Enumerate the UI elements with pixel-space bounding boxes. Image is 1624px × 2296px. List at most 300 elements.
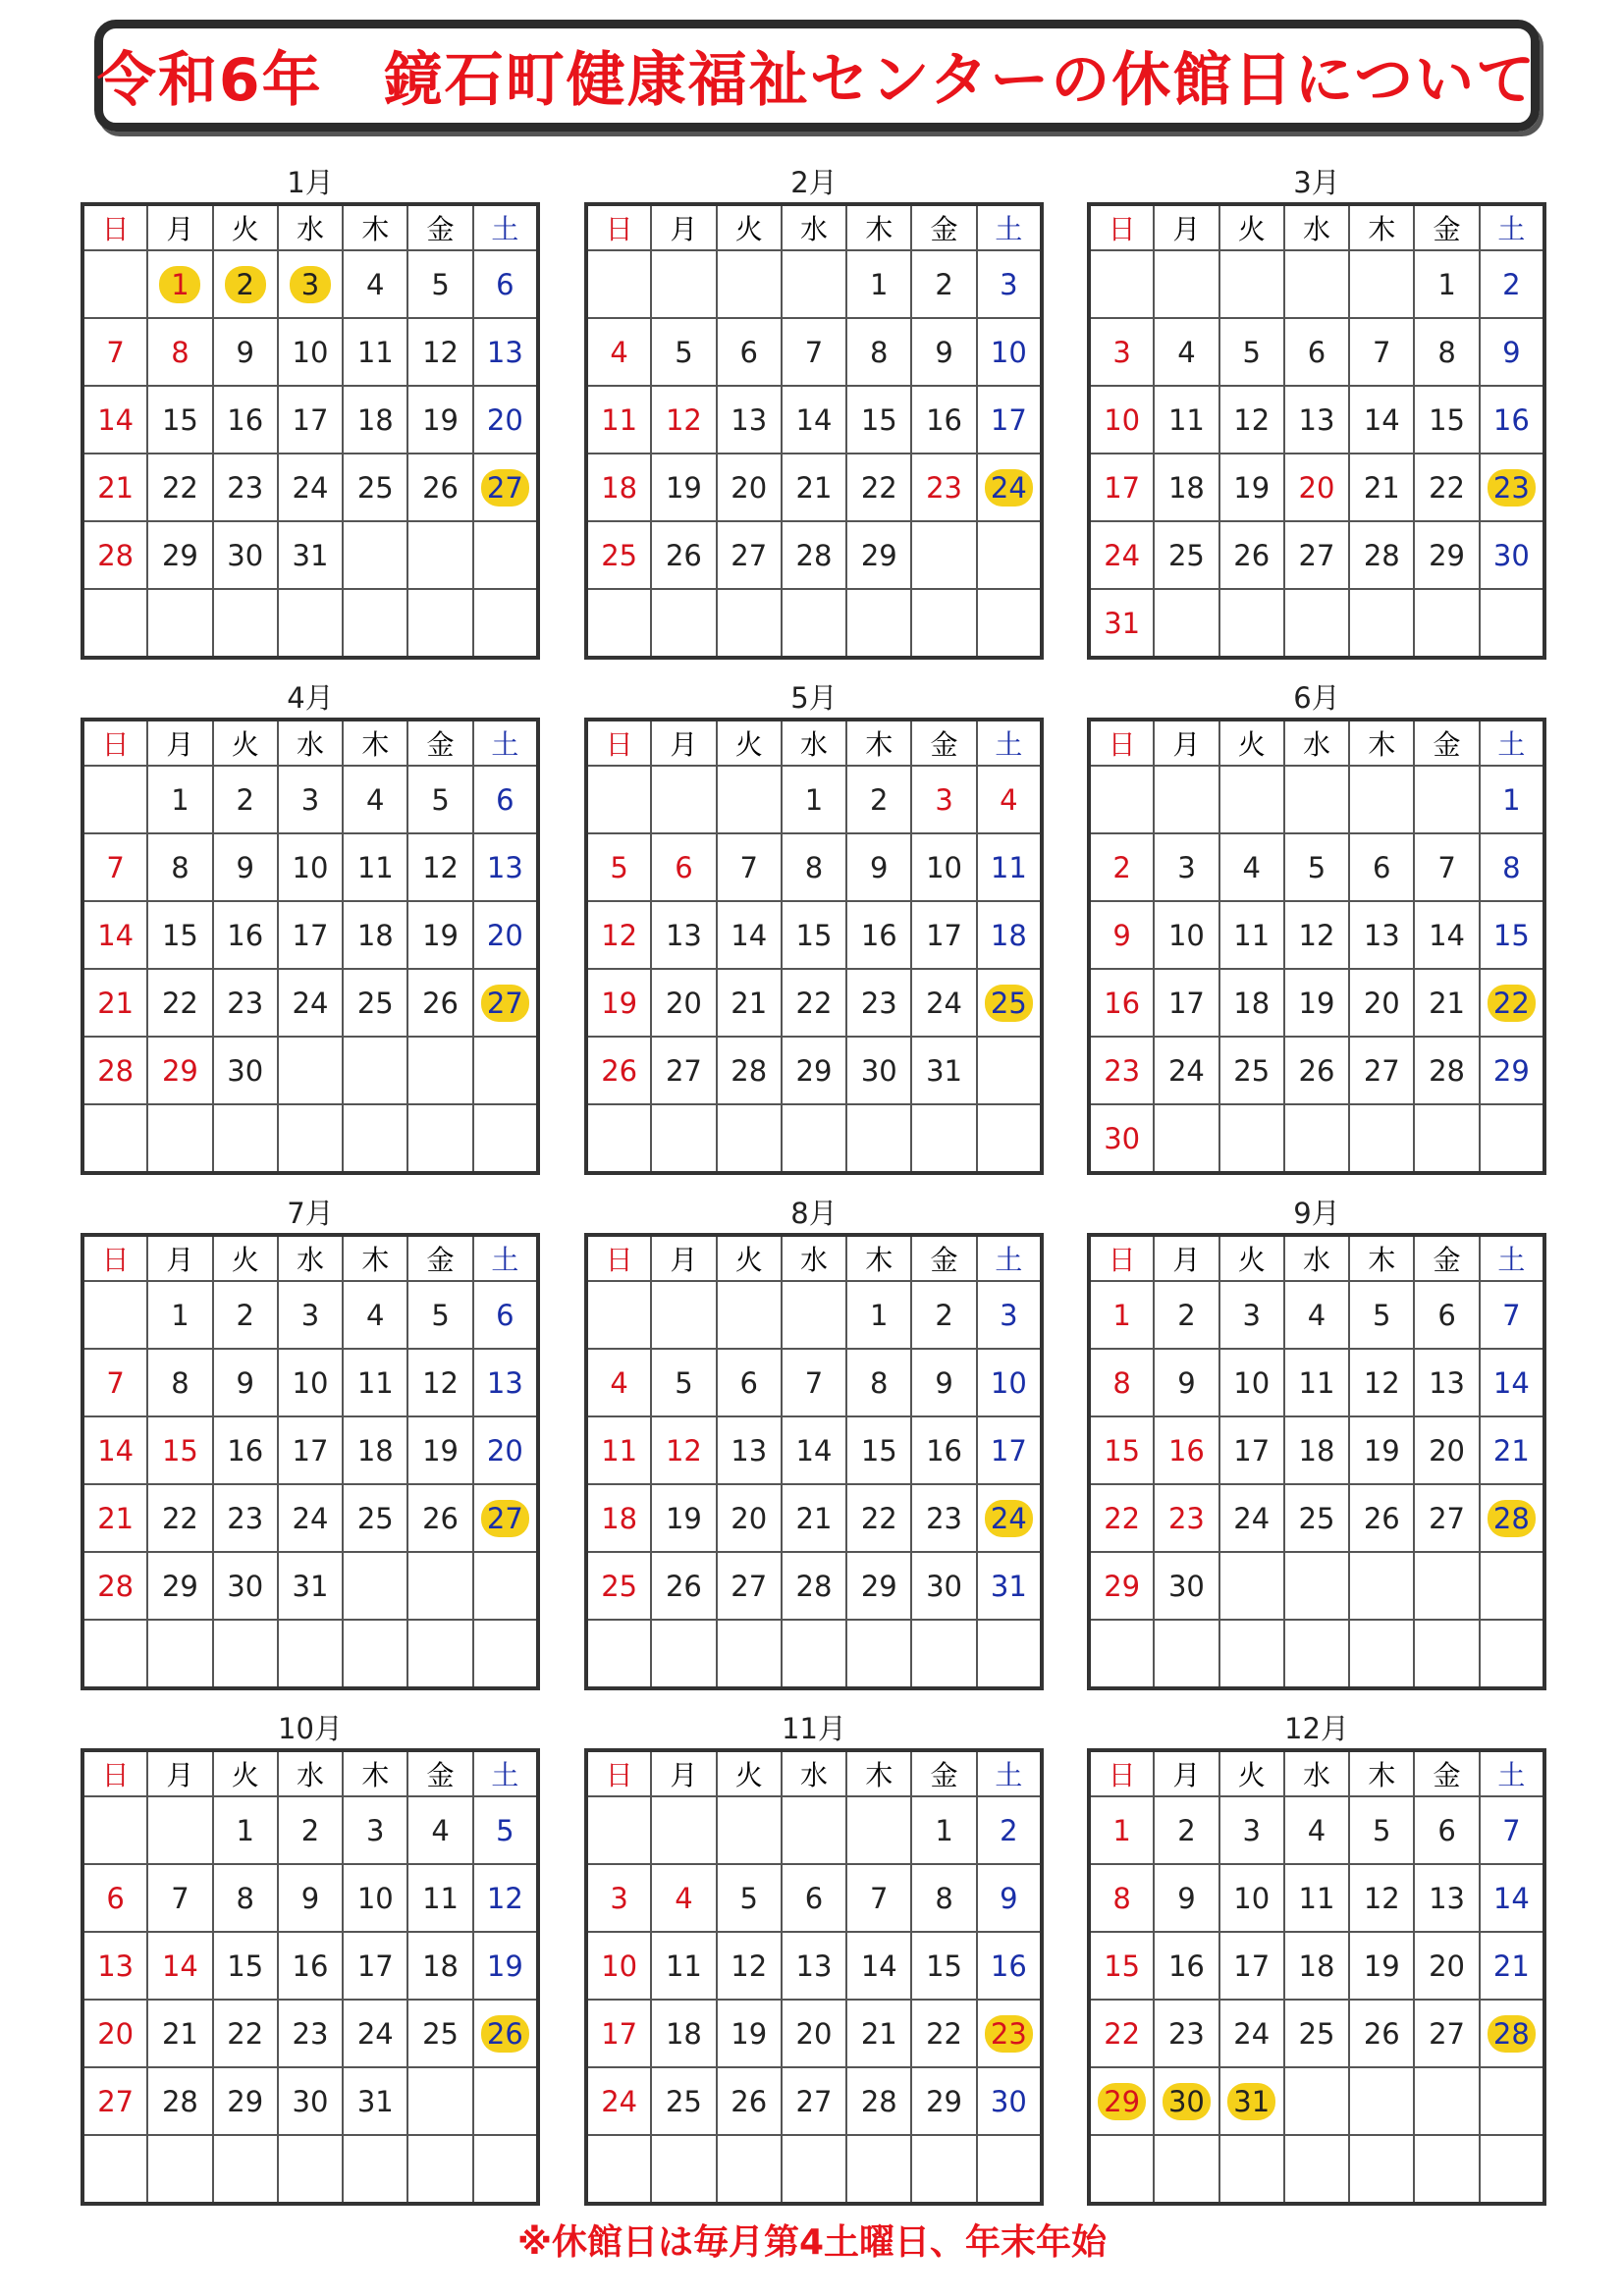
day-cell: 30 — [977, 2067, 1042, 2135]
day-cell: 31 — [278, 521, 343, 589]
weekday-header: 金 — [1414, 1750, 1479, 1796]
day-cell — [1480, 1620, 1544, 1688]
closed-day-marker: 27 — [481, 985, 529, 1022]
week-row — [82, 1416, 538, 1484]
day-cell: 8 — [911, 1864, 976, 1932]
day-cell: 22 — [911, 2000, 976, 2067]
day-cell — [1284, 766, 1349, 833]
day-cell: 16 — [1089, 969, 1154, 1037]
week-row — [1089, 1349, 1544, 1416]
day-cell: 23 — [213, 1484, 278, 1552]
day-cell: 26 — [407, 969, 472, 1037]
day-cell — [717, 1796, 782, 1864]
day-cell — [82, 1281, 147, 1349]
day-cell: 31 — [977, 1552, 1042, 1620]
day-cell: 3 — [977, 250, 1042, 318]
day-cell: 5 — [651, 318, 716, 386]
day-cell — [651, 1281, 716, 1349]
day-cell: 22 — [147, 454, 212, 521]
weekday-header: 金 — [407, 1235, 472, 1281]
week-row — [586, 454, 1042, 521]
day-cell: 6 — [1414, 1281, 1479, 1349]
day-cell: 21 — [1480, 1416, 1544, 1484]
day-cell — [977, 2135, 1042, 2204]
day-cell: 30 — [278, 2067, 343, 2135]
day-cell: 7 — [782, 318, 846, 386]
day-cell: 25 — [1219, 1037, 1284, 1104]
month-table — [81, 1233, 540, 1690]
week-row — [82, 1796, 538, 1864]
day-cell: 5 — [407, 250, 472, 318]
day-cell: 7 — [1349, 318, 1414, 386]
month-table — [81, 202, 540, 660]
day-cell: 9 — [1089, 901, 1154, 969]
day-cell: 6 — [1414, 1796, 1479, 1864]
day-cell: 14 — [1349, 386, 1414, 454]
day-cell: 21 — [1349, 454, 1414, 521]
day-cell — [717, 1620, 782, 1688]
week-row — [586, 1796, 1042, 1864]
weekday-header: 土 — [473, 1750, 538, 1796]
day-cell — [147, 2135, 212, 2204]
day-cell — [343, 1104, 407, 1173]
day-cell: 17 — [1089, 454, 1154, 521]
day-cell: 1 — [213, 1796, 278, 1864]
weekday-header: 金 — [911, 720, 976, 766]
day-cell: 16 — [1154, 1416, 1218, 1484]
day-cell: 2 — [278, 1796, 343, 1864]
day-cell — [147, 250, 212, 318]
weekday-header: 月 — [147, 204, 212, 250]
day-cell: 13 — [473, 318, 538, 386]
day-cell: 21 — [1480, 1932, 1544, 2000]
day-cell — [1349, 2135, 1414, 2204]
day-cell — [651, 1620, 716, 1688]
day-cell: 14 — [1480, 1349, 1544, 1416]
day-cell — [651, 1796, 716, 1864]
week-row — [82, 521, 538, 589]
weekday-header: 水 — [278, 1750, 343, 1796]
day-cell: 2 — [1154, 1281, 1218, 1349]
weekday-header: 月 — [1154, 1235, 1218, 1281]
closed-day-marker: 24 — [985, 469, 1033, 507]
weekday-header: 木 — [1349, 720, 1414, 766]
day-cell: 15 — [147, 1416, 212, 1484]
week-row — [82, 2000, 538, 2067]
day-cell: 10 — [343, 1864, 407, 1932]
day-cell — [846, 589, 911, 658]
day-cell: 3 — [278, 1281, 343, 1349]
day-cell: 15 — [1414, 386, 1479, 454]
month-calendar — [1087, 1194, 1546, 1690]
day-cell — [782, 1796, 846, 1864]
week-row — [1089, 2000, 1544, 2067]
day-cell — [473, 969, 538, 1037]
day-cell: 27 — [717, 521, 782, 589]
day-cell: 27 — [1414, 1484, 1479, 1552]
day-cell: 3 — [1154, 833, 1218, 901]
day-cell: 1 — [846, 250, 911, 318]
day-cell: 6 — [1284, 318, 1349, 386]
week-row — [1089, 318, 1544, 386]
title-box — [94, 20, 1540, 132]
weekday-header: 木 — [1349, 1750, 1414, 1796]
day-cell: 4 — [343, 1281, 407, 1349]
day-cell: 1 — [911, 1796, 976, 1864]
day-cell — [147, 589, 212, 658]
month-label: 9月 — [1293, 1197, 1340, 1230]
day-cell: 7 — [846, 1864, 911, 1932]
day-cell — [1154, 1620, 1218, 1688]
weekday-header: 土 — [473, 720, 538, 766]
day-cell: 31 — [1089, 589, 1154, 658]
day-cell: 7 — [1414, 833, 1479, 901]
week-row — [1089, 1037, 1544, 1104]
day-cell — [977, 1104, 1042, 1173]
day-cell: 11 — [343, 1349, 407, 1416]
day-cell: 18 — [977, 901, 1042, 969]
day-cell: 5 — [1219, 318, 1284, 386]
weekday-header: 水 — [782, 720, 846, 766]
weekday-header: 金 — [407, 720, 472, 766]
day-cell: 18 — [1284, 1416, 1349, 1484]
day-cell: 19 — [1219, 454, 1284, 521]
day-cell: 20 — [782, 2000, 846, 2067]
day-cell: 22 — [147, 1484, 212, 1552]
day-cell: 26 — [1219, 521, 1284, 589]
day-cell: 14 — [717, 901, 782, 969]
day-cell: 18 — [586, 1484, 651, 1552]
day-cell — [473, 1552, 538, 1620]
week-row — [1089, 1932, 1544, 2000]
weekday-header: 日 — [586, 1235, 651, 1281]
day-cell: 24 — [1219, 2000, 1284, 2067]
day-cell: 20 — [473, 386, 538, 454]
day-cell: 29 — [147, 521, 212, 589]
day-cell — [473, 1484, 538, 1552]
day-cell — [1349, 250, 1414, 318]
day-cell: 2 — [977, 1796, 1042, 1864]
day-cell: 13 — [1414, 1864, 1479, 1932]
weekday-header: 木 — [343, 204, 407, 250]
day-cell — [717, 1281, 782, 1349]
day-cell: 11 — [1284, 1864, 1349, 1932]
day-cell — [1089, 766, 1154, 833]
closed-day-marker: 2 — [225, 266, 266, 303]
day-cell — [717, 766, 782, 833]
day-cell: 27 — [1414, 2000, 1479, 2067]
weekday-header: 日 — [1089, 1235, 1154, 1281]
week-row — [586, 1932, 1042, 2000]
day-cell — [1284, 589, 1349, 658]
week-row — [82, 833, 538, 901]
weekday-header: 金 — [911, 204, 976, 250]
day-cell: 7 — [1480, 1281, 1544, 1349]
day-cell — [1154, 250, 1218, 318]
weekday-header: 水 — [278, 720, 343, 766]
day-cell: 6 — [82, 1864, 147, 1932]
day-cell: 25 — [586, 521, 651, 589]
day-cell: 30 — [1089, 1104, 1154, 1173]
day-cell: 15 — [147, 901, 212, 969]
day-cell: 21 — [82, 969, 147, 1037]
day-cell: 14 — [1414, 901, 1479, 969]
month-calendar — [1087, 678, 1546, 1175]
day-cell — [82, 766, 147, 833]
day-cell: 12 — [586, 901, 651, 969]
day-cell: 10 — [977, 318, 1042, 386]
weekday-header: 月 — [1154, 720, 1218, 766]
day-cell — [977, 589, 1042, 658]
weekday-header: 水 — [1284, 1750, 1349, 1796]
day-cell: 9 — [977, 1864, 1042, 1932]
day-cell — [278, 589, 343, 658]
day-cell: 10 — [1089, 386, 1154, 454]
day-cell — [1414, 2067, 1479, 2135]
day-cell: 15 — [147, 386, 212, 454]
week-row — [82, 901, 538, 969]
month-calendar — [81, 678, 540, 1175]
day-cell: 19 — [407, 1416, 472, 1484]
weekday-header: 日 — [586, 204, 651, 250]
week-row — [1089, 766, 1544, 833]
day-cell: 13 — [473, 1349, 538, 1416]
day-cell: 11 — [1219, 901, 1284, 969]
day-cell — [651, 766, 716, 833]
day-cell — [1284, 1620, 1349, 1688]
day-cell — [1480, 1484, 1544, 1552]
day-cell: 9 — [1480, 318, 1544, 386]
day-cell: 18 — [651, 2000, 716, 2067]
day-cell: 17 — [278, 386, 343, 454]
day-cell — [1480, 969, 1544, 1037]
week-row — [1089, 454, 1544, 521]
day-cell: 26 — [407, 454, 472, 521]
week-row — [586, 1416, 1042, 1484]
day-cell: 12 — [651, 1416, 716, 1484]
day-cell — [586, 766, 651, 833]
day-cell: 2 — [1480, 250, 1544, 318]
weekday-header: 日 — [82, 720, 147, 766]
day-cell — [782, 2135, 846, 2204]
day-cell — [407, 2135, 472, 2204]
day-cell: 18 — [343, 386, 407, 454]
day-cell: 16 — [1480, 386, 1544, 454]
weekday-header: 木 — [343, 720, 407, 766]
week-row — [586, 1281, 1042, 1349]
day-cell: 2 — [1089, 833, 1154, 901]
day-cell: 22 — [1089, 2000, 1154, 2067]
month-calendar — [1087, 1709, 1546, 2206]
day-cell: 4 — [1154, 318, 1218, 386]
day-cell: 24 — [1089, 521, 1154, 589]
closed-day-marker: 30 — [1163, 2083, 1211, 2120]
month-label: 2月 — [790, 166, 838, 199]
day-cell: 20 — [473, 1416, 538, 1484]
month-calendar — [1087, 163, 1546, 660]
day-cell: 23 — [1154, 2000, 1218, 2067]
weekday-header: 日 — [82, 204, 147, 250]
day-cell: 27 — [651, 1037, 716, 1104]
weekday-header: 金 — [1414, 1235, 1479, 1281]
day-cell — [473, 2135, 538, 2204]
day-cell: 19 — [651, 454, 716, 521]
day-cell: 21 — [147, 2000, 212, 2067]
day-cell: 4 — [1284, 1796, 1349, 1864]
day-cell — [782, 589, 846, 658]
day-cell: 17 — [1154, 969, 1218, 1037]
day-cell: 13 — [782, 1932, 846, 2000]
day-cell: 22 — [782, 969, 846, 1037]
day-cell — [278, 1104, 343, 1173]
closed-day-marker: 23 — [985, 2015, 1033, 2053]
day-cell — [1154, 2067, 1218, 2135]
day-cell — [213, 1104, 278, 1173]
day-cell: 3 — [911, 766, 976, 833]
day-cell — [82, 1104, 147, 1173]
day-cell: 25 — [1284, 2000, 1349, 2067]
day-cell: 26 — [651, 521, 716, 589]
month-calendar — [584, 1709, 1044, 2206]
day-cell: 2 — [213, 1281, 278, 1349]
week-row — [82, 2135, 538, 2204]
day-cell: 14 — [147, 1932, 212, 2000]
day-cell — [651, 2135, 716, 2204]
day-cell — [717, 1104, 782, 1173]
day-cell: 17 — [278, 901, 343, 969]
day-cell — [977, 454, 1042, 521]
day-cell: 11 — [343, 318, 407, 386]
day-cell — [147, 1104, 212, 1173]
week-row — [586, 1104, 1042, 1173]
weekday-header: 土 — [977, 204, 1042, 250]
week-row — [586, 833, 1042, 901]
day-cell: 23 — [1154, 1484, 1218, 1552]
day-cell: 23 — [213, 969, 278, 1037]
day-cell: 23 — [846, 969, 911, 1037]
week-row — [82, 1620, 538, 1688]
day-cell — [1480, 1552, 1544, 1620]
day-cell — [473, 521, 538, 589]
day-cell: 8 — [213, 1864, 278, 1932]
day-cell: 5 — [473, 1796, 538, 1864]
day-cell: 27 — [1349, 1037, 1414, 1104]
day-cell: 21 — [846, 2000, 911, 2067]
day-cell: 12 — [1219, 386, 1284, 454]
day-cell: 21 — [782, 454, 846, 521]
day-cell: 17 — [911, 901, 976, 969]
week-row — [82, 1349, 538, 1416]
weekday-header: 火 — [213, 204, 278, 250]
day-cell — [846, 1620, 911, 1688]
week-row — [82, 766, 538, 833]
day-cell: 15 — [846, 1416, 911, 1484]
day-cell — [473, 2067, 538, 2135]
weekday-header: 火 — [213, 1750, 278, 1796]
day-cell — [1089, 1620, 1154, 1688]
day-cell — [407, 2067, 472, 2135]
month-table — [584, 202, 1044, 660]
week-row — [82, 589, 538, 658]
day-cell: 14 — [82, 1416, 147, 1484]
day-cell — [977, 2000, 1042, 2067]
weekday-header: 月 — [651, 1235, 716, 1281]
weekday-header: 水 — [1284, 720, 1349, 766]
day-cell: 17 — [977, 1416, 1042, 1484]
closed-day-marker: 26 — [481, 2015, 529, 2053]
day-cell — [407, 1104, 472, 1173]
week-row — [586, 2135, 1042, 2204]
day-cell: 6 — [782, 1864, 846, 1932]
day-cell: 10 — [278, 1349, 343, 1416]
day-cell — [846, 1104, 911, 1173]
day-cell — [1219, 1620, 1284, 1688]
day-cell — [473, 1104, 538, 1173]
day-cell: 16 — [278, 1932, 343, 2000]
day-cell — [82, 250, 147, 318]
weekday-header: 土 — [1480, 204, 1544, 250]
day-cell — [1480, 589, 1544, 658]
day-cell: 16 — [911, 386, 976, 454]
day-cell: 6 — [651, 833, 716, 901]
month-table — [584, 1233, 1044, 1690]
day-cell: 19 — [651, 1484, 716, 1552]
day-cell — [1480, 2067, 1544, 2135]
day-cell: 6 — [473, 766, 538, 833]
day-cell: 18 — [586, 454, 651, 521]
day-cell: 9 — [911, 318, 976, 386]
day-cell: 28 — [782, 521, 846, 589]
day-cell: 1 — [1480, 766, 1544, 833]
day-cell: 5 — [1284, 833, 1349, 901]
weekday-header: 金 — [911, 1235, 976, 1281]
weekday-header: 火 — [717, 204, 782, 250]
day-cell: 30 — [1154, 1552, 1218, 1620]
day-cell: 15 — [1089, 1416, 1154, 1484]
weekday-header: 日 — [586, 720, 651, 766]
day-cell: 11 — [1154, 386, 1218, 454]
closed-day-marker: 25 — [985, 985, 1033, 1022]
day-cell: 5 — [651, 1349, 716, 1416]
day-cell — [278, 1037, 343, 1104]
day-cell — [1414, 589, 1479, 658]
week-row — [1089, 833, 1544, 901]
month-label: 11月 — [782, 1712, 846, 1745]
closed-day-marker: 27 — [481, 469, 529, 507]
weekday-header: 土 — [977, 1235, 1042, 1281]
weekday-header: 金 — [407, 204, 472, 250]
day-cell: 28 — [1349, 521, 1414, 589]
week-row — [1089, 1281, 1544, 1349]
day-cell: 3 — [586, 1864, 651, 1932]
day-cell: 13 — [82, 1932, 147, 2000]
weekday-header: 月 — [147, 1750, 212, 1796]
day-cell: 10 — [278, 833, 343, 901]
week-row — [586, 766, 1042, 833]
day-cell: 2 — [911, 250, 976, 318]
day-cell: 15 — [1480, 901, 1544, 969]
week-row — [1089, 589, 1544, 658]
day-cell: 11 — [977, 833, 1042, 901]
day-cell — [82, 589, 147, 658]
day-cell: 18 — [1154, 454, 1218, 521]
day-cell: 13 — [473, 833, 538, 901]
day-cell — [343, 1037, 407, 1104]
weekday-header: 月 — [651, 204, 716, 250]
day-cell — [1089, 2135, 1154, 2204]
day-cell: 8 — [1414, 318, 1479, 386]
weekday-header: 土 — [473, 1235, 538, 1281]
